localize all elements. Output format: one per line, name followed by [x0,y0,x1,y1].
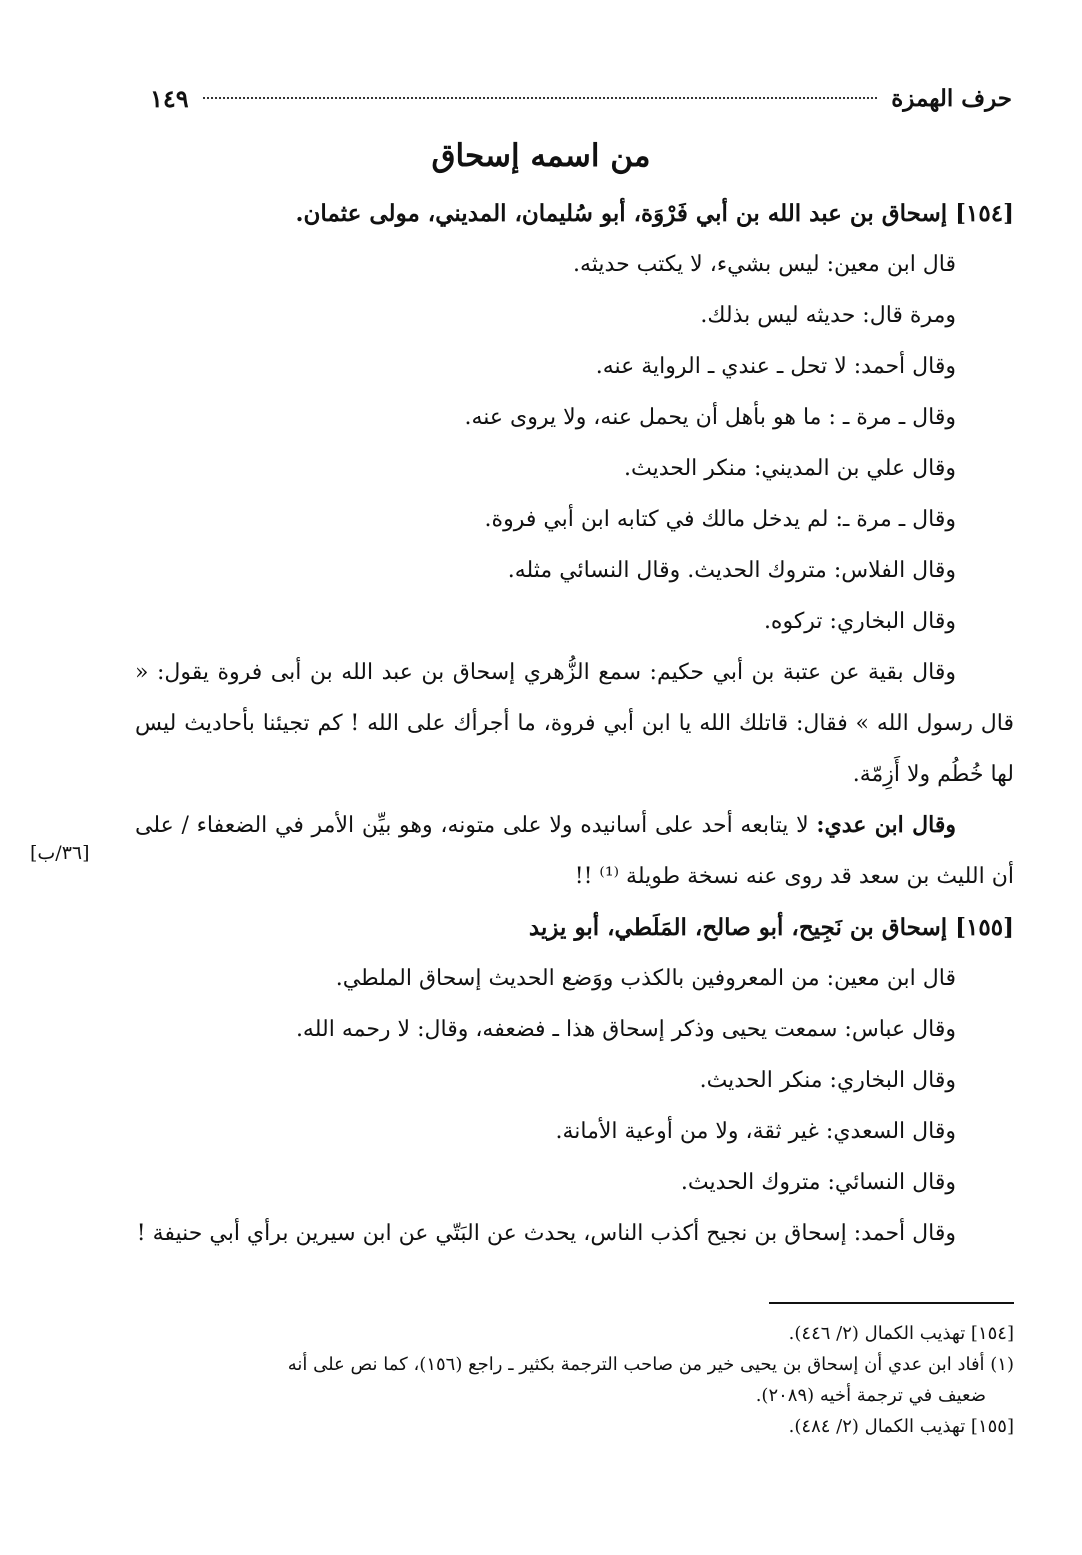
footnote-154: [١٥٤] تهذيب الكمال (٢/ ٤٤٦). [788,1323,1014,1344]
footnote-1: (١) أفاد ابن عدي أن إسحاق بن يحيى خير من صاحب الترجمة بكثير ـ راجع (١٥٦)، كما نص على أنه [287,1354,1014,1375]
entry-154-line: قال ابن معين: ليس بشيء، لا يكتب حديثه. [572,252,956,277]
ibn-adi-lead: وقال ابن عدي: [816,812,956,838]
running-header [150,78,1012,118]
entry-155-heading: [١٥٥] إسحاق بن نَجِيح، أبو صالح، المَلَطي، أبو يزيد [528,914,1014,941]
entry-154-heading: [١٥٤] إسحاق بن عبد الله بن أبي فَرْوَة، أبو سُليمان، المديني، مولى عثمان. [295,200,1014,227]
main-text [135,188,1014,1259]
entry-154-line: ومرة قال: حديثه ليس بذلك. [700,303,956,328]
section-title: من اسمه إسحاق [431,138,651,174]
margin-folio-reference: [٣٦/ب] [30,842,90,864]
entry-155-line: وقال البخاري: منكر الحديث. [699,1068,956,1093]
entry-154-paragraph-ibn-adi [135,800,1014,902]
footnote-divider [769,1302,1014,1304]
page-number: ١٤٩ [150,83,189,113]
entry-154-line: وقال الفلاس: متروك الحديث. وقال النسائي مثله. [507,558,956,583]
entry-154-line: وقال البخاري: تركوه. [763,609,956,634]
entry-155-line: وقال النسائي: متروك الحديث. [680,1170,956,1195]
footnotes [135,1318,1014,1442]
entry-154-paragraph: وقال بقية عن عتبة بن أبي حكيم: سمع الزُّهري إسحاق بن عبد الله بن أبى فروة يقول: « قال رسول الله » فقال: قاتلك الله يا ابن أبي فروة، ما أجرأك على الله ! كم تجيئنا بأحاديث ليس لها خُطُم ولا أَزِمّة. [135,660,1014,787]
ibn-adi-text: لا يتابعه أحد على أسانيده ولا على متونه، وهو بيِّن الأمر في الضعفاء / على أن الليث بن سعد قد روى عنه نسخة طويلة ⁽¹⁾ !! [135,813,1014,889]
entry-154-line: وقال أحمد: لا تحل ـ عندي ـ الرواية عنه. [595,354,956,379]
entry-155-line: وقال السعدي: غير ثقة، ولا من أوعية الأمانة. [555,1119,956,1144]
header-dotted-rule [203,97,878,99]
entry-154-line: وقال ـ مرة ـ: لم يدخل مالك في كتابه ابن أبي فروة. [484,507,956,532]
entry-155-paragraph: وقال أحمد: إسحاق بن نجيح أكذب الناس، يحدث عن البَتّي عن ابن سيرين برأي أبي حنيفة ! [136,1221,956,1246]
chapter-title: حرف الهمزة [891,84,1012,112]
footnote-155: [١٥٥] تهذيب الكمال (٢/ ٤٨٤). [788,1416,1014,1437]
entry-154-line: وقال ـ مرة ـ : ما هو بأهل أن يحمل عنه، ولا يروى عنه. [464,405,956,430]
entry-155-line: وقال عباس: سمعت يحيى وذكر إسحاق هذا ـ فضعفه، وقال: لا رحمه الله. [295,1017,956,1042]
footnote-1-continuation: ضعيف في ترجمة أخيه (٢٠٨٩). [755,1385,986,1406]
entry-155-line: قال ابن معين: من المعروفين بالكذب ووَضع الحديث إسحاق الملطي. [335,966,956,991]
entry-154-line: وقال علي بن المديني: منكر الحديث. [624,456,956,481]
